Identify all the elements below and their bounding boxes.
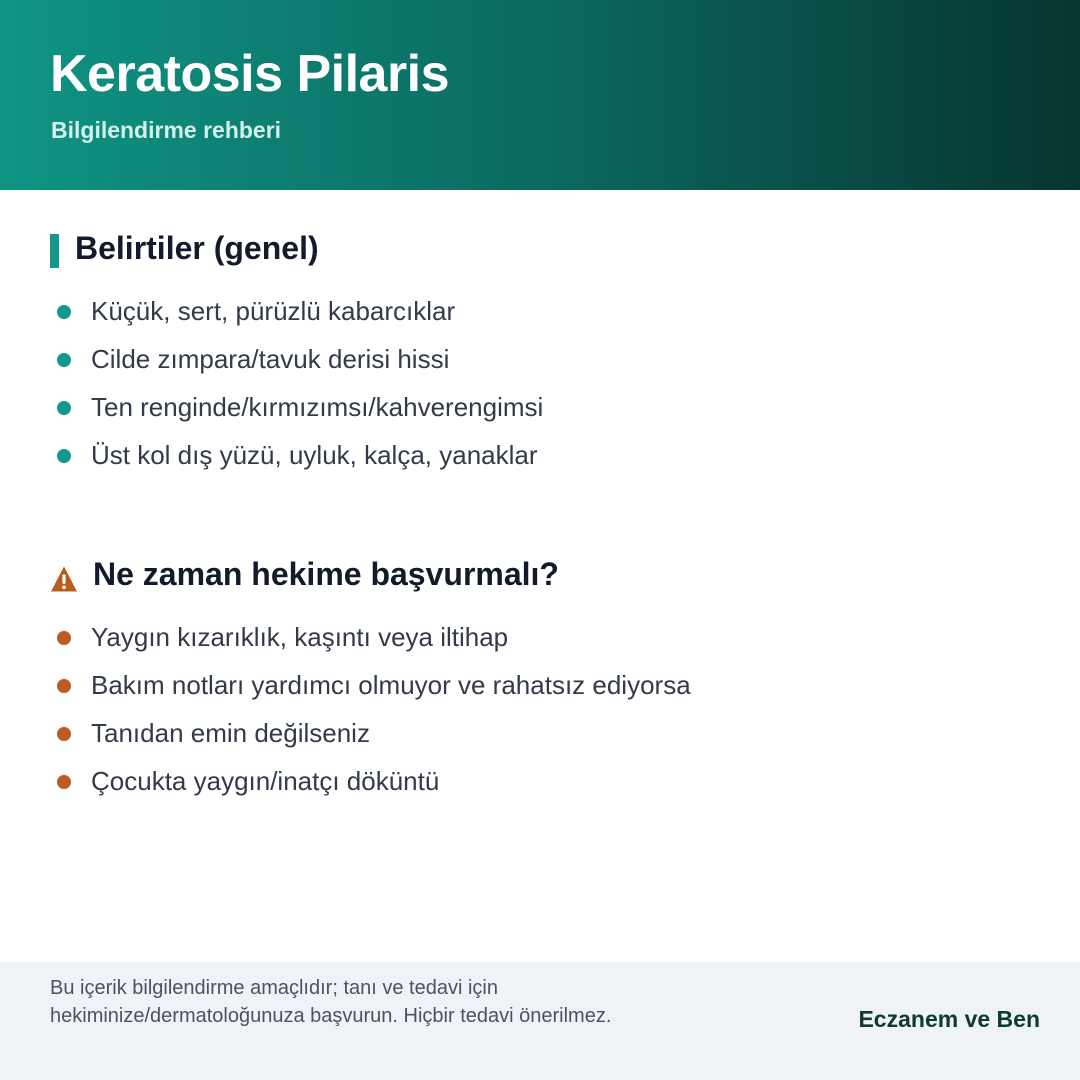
list-item [50,757,1030,805]
footer [0,962,1080,1080]
symptoms-header [50,230,1030,272]
bullet-dot [57,775,71,789]
list-item [50,431,1030,479]
list-item-text: Küçük, sert, pürüzlü kabarcıklar [91,296,456,326]
symptoms-heading: Belirtiler (genel) [75,230,319,266]
list-item-text: Çocukta yaygın/inatçı döküntü [91,766,440,796]
bullet-dot [57,353,71,367]
page-title: Keratosis Pilaris [50,45,450,103]
page-subtitle: Bilgilendirme rehberi [51,117,282,143]
bullet-dot [57,449,71,463]
warning-list [50,613,1030,805]
warning-section [50,556,1030,805]
list-item-text: Yaygın kızarıklık, kaşıntı veya iltihap [91,622,509,652]
symptoms-section [50,230,1030,479]
bullet-dot [57,679,71,693]
disclaimer-text: Bu içerik bilgilendirme amaçlıdır; tanı ve tedavi için hekiminize/dermatoloğunuza başvurun. Hiçbir tedavi önerilmez. [50,977,612,1027]
warning-header [50,556,1030,598]
bullet-dot [57,631,71,645]
list-item [50,661,1030,709]
brand-name: Eczanem ve Ben [858,1006,1040,1032]
list-item-text: Cilde zımpara/tavuk derisi hissi [91,344,450,374]
section-accent-bar [50,234,59,268]
bullet-dot [57,727,71,741]
symptoms-list [50,287,1030,479]
list-item [50,709,1030,757]
warning-heading: Ne zaman hekime başvurmalı? [93,556,559,592]
list-item-text: Ten renginde/kırmızımsı/kahverengimsi [91,392,544,422]
bullet-dot [57,305,71,319]
warning-icon [50,565,78,593]
list-item-text: Bakım notları yardımcı olmuyor ve rahatsız ediyorsa [91,670,691,700]
list-item [50,287,1030,335]
header-banner [0,0,1080,190]
list-item-text: Üst kol dış yüzü, uyluk, kalça, yanaklar [91,440,538,470]
list-item-text: Tanıdan emin değilseniz [91,718,370,748]
list-item [50,335,1030,383]
list-item [50,383,1030,431]
list-item [50,613,1030,661]
bullet-dot [57,401,71,415]
